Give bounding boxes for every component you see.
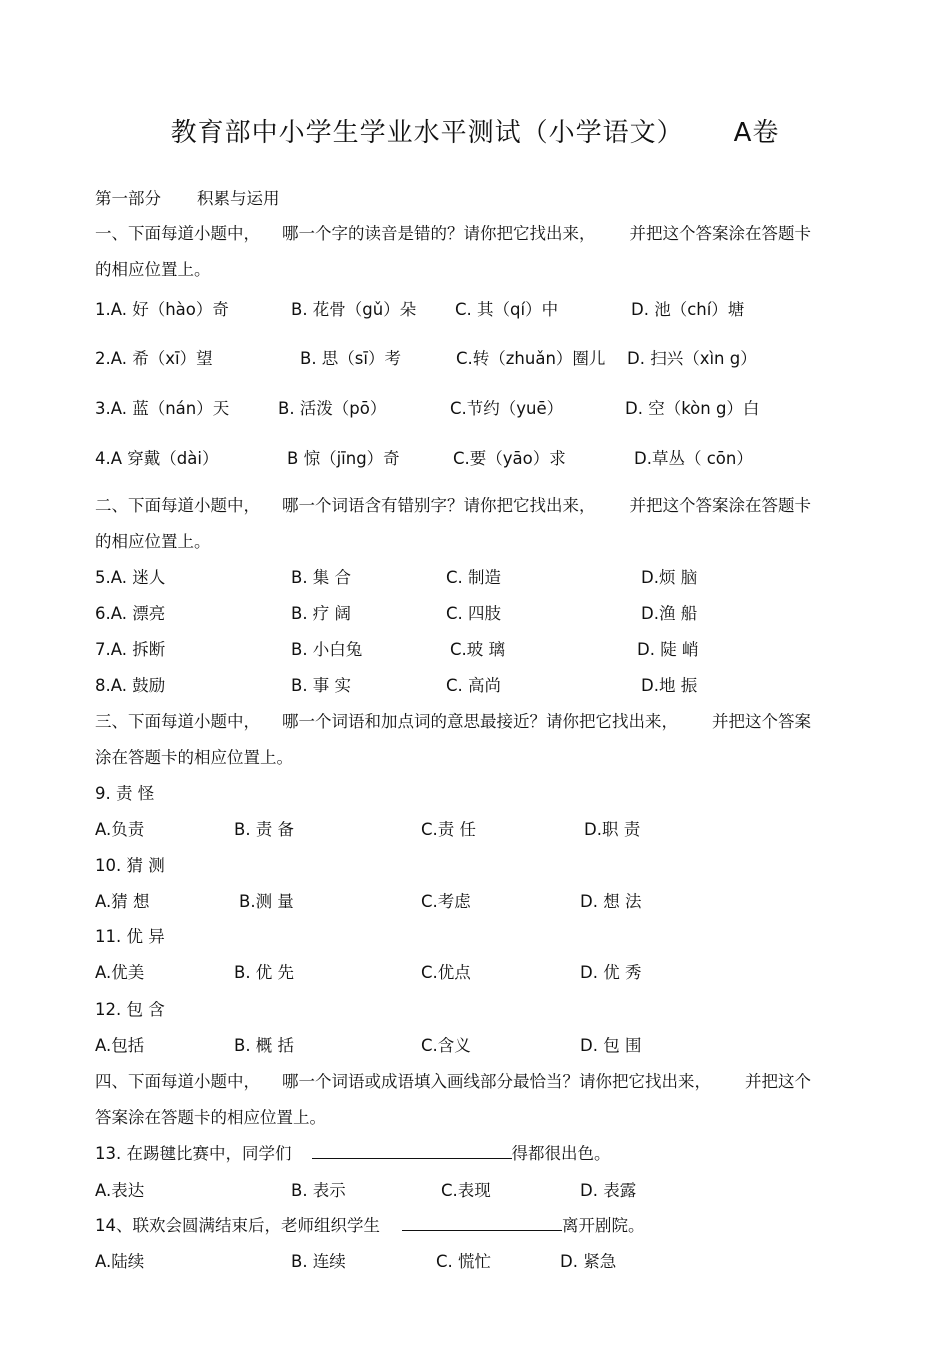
q14-option-d: D. 紧急 <box>560 1252 617 1271</box>
q9-stem: 9. 责 怪 <box>95 784 155 803</box>
q6-option-a: 6.A. 漂亮 <box>95 604 166 623</box>
q3-option-a: 3.A. 蓝（nán）天 <box>95 399 230 418</box>
section-2-text-c: 并把这个答案涂在答题卡 <box>629 496 811 515</box>
q14-answer-blank <box>402 1214 562 1231</box>
q7-option-c: C.玻 璃 <box>450 640 506 659</box>
q5-option-c: C. 制造 <box>446 568 502 587</box>
section-3-instruction <box>95 708 811 732</box>
q2-option-b: B. 思（sī）考 <box>300 349 401 368</box>
q4-option-a: 4.A 穿戴（dài） <box>95 449 219 468</box>
q2-option-d: D. 扫兴（xìn g） <box>627 349 757 368</box>
section-4-text-a: 四、下面每道小题中， <box>95 1072 260 1091</box>
q11-stem: 11. 优 异 <box>95 927 165 946</box>
q14-stem <box>95 1212 645 1236</box>
q13-stem-pre: 13. 在踢毽比赛中，同学们 <box>95 1144 292 1163</box>
q7-option-b: B. 小白兔 <box>291 640 363 659</box>
q13-option-d: D. 表露 <box>580 1181 637 1200</box>
section-2-text-b: 哪一个词语含有错别字？请你把它找出来， <box>282 496 596 515</box>
q10-stem: 10. 猜 测 <box>95 856 165 875</box>
q12-option-d: D. 包 围 <box>580 1036 642 1055</box>
q7-option-d: D. 陡 峭 <box>637 640 699 659</box>
q14-stem-post: 离开剧院。 <box>562 1216 645 1235</box>
q8-option-b: B. 事 实 <box>291 676 352 695</box>
q2-option-c: C.转（zhuǎn）圈儿 <box>456 349 606 368</box>
part-topic: 积累与运用 <box>197 189 280 208</box>
q3-option-b: B. 活泼（pō） <box>278 399 387 418</box>
exam-paper-label: A卷 <box>733 118 780 148</box>
q14-stem-pre: 14、联欢会圆满结束后，老师组织学生 <box>95 1216 380 1235</box>
part-heading <box>95 185 280 209</box>
q12-option-a: A.包括 <box>95 1036 145 1055</box>
q10-option-c: C.考虑 <box>421 892 471 911</box>
q13-answer-blank <box>312 1142 512 1159</box>
q12-stem: 12. 包 含 <box>95 1000 165 1019</box>
section-4-instruction <box>95 1068 811 1092</box>
section-3-text-c: 并把这个答案 <box>712 712 811 731</box>
exam-title <box>0 112 950 149</box>
q9-option-a: A.负责 <box>95 820 145 839</box>
section-1-text-c: 并把这个答案涂在答题卡 <box>629 224 811 243</box>
q14-option-c: C. 慌忙 <box>436 1252 492 1271</box>
section-2-instruction <box>95 492 811 516</box>
q3-option-d: D. 空（kòn g）白 <box>625 399 760 418</box>
q14-option-b: B. 连续 <box>291 1252 346 1271</box>
q1-option-b: B. 花骨（gǔ）朵 <box>291 300 417 319</box>
q11-option-c: C.优点 <box>421 963 471 982</box>
q13-stem <box>95 1140 611 1164</box>
section-3-instruction-cont: 涂在答题卡的相应位置上。 <box>95 748 293 767</box>
q11-option-b: B. 优 先 <box>234 963 295 982</box>
q8-option-c: C. 高尚 <box>446 676 502 695</box>
q13-option-b: B. 表示 <box>291 1181 346 1200</box>
section-1-text-b: 哪一个字的读音是错的？请你把它找出来， <box>282 224 596 243</box>
q11-option-a: A.优美 <box>95 963 145 982</box>
q13-option-a: A.表达 <box>95 1181 145 1200</box>
q2-option-a: 2.A. 希（xī）望 <box>95 349 213 368</box>
q6-option-c: C. 四肢 <box>446 604 502 623</box>
section-1-instruction-cont: 的相应位置上。 <box>95 260 211 279</box>
q3-option-c: C.节约（yuē） <box>450 399 564 418</box>
q11-option-d: D. 优 秀 <box>580 963 642 982</box>
exam-title-main: 教育部中小学生学业水平测试（小学语文） <box>170 118 684 148</box>
q9-option-b: B. 责 备 <box>234 820 295 839</box>
section-4-instruction-cont: 答案涂在答题卡的相应位置上。 <box>95 1108 326 1127</box>
section-3-text-b: 哪一个词语和加点词的意思最接近？请你把它找出来， <box>282 712 678 731</box>
section-2-text-a: 二、下面每道小题中， <box>95 496 260 515</box>
q13-stem-post: 得都很出色。 <box>511 1144 611 1163</box>
q10-option-a: A.猜 想 <box>95 892 150 911</box>
q1-option-d: D. 池（chí）塘 <box>631 300 745 319</box>
q12-option-b: B. 概 括 <box>234 1036 295 1055</box>
q9-option-c: C.责 任 <box>421 820 477 839</box>
q6-option-d: D.渔 船 <box>641 604 698 623</box>
q5-option-a: 5.A. 迷人 <box>95 568 166 587</box>
q12-option-c: C.含义 <box>421 1036 471 1055</box>
q13-option-c: C.表现 <box>441 1181 491 1200</box>
section-4-text-b: 哪一个词语或成语填入画线部分最恰当？请你把它找出来， <box>282 1072 711 1091</box>
q8-option-d: D.地 振 <box>641 676 698 695</box>
section-1-instruction <box>95 220 811 244</box>
q10-option-d: D. 想 法 <box>580 892 642 911</box>
section-3-text-a: 三、下面每道小题中， <box>95 712 260 731</box>
q4-option-d: D.草丛（ cōn） <box>634 449 753 468</box>
q5-option-b: B. 集 合 <box>291 568 352 587</box>
q1-option-a: 1.A. 好（hào）奇 <box>95 300 229 319</box>
q10-option-b: B.测 量 <box>239 892 294 911</box>
part-name: 第一部分 <box>95 189 161 208</box>
section-2-instruction-cont: 的相应位置上。 <box>95 532 211 551</box>
section-4-text-c: 并把这个 <box>745 1072 811 1091</box>
q8-option-a: 8.A. 鼓励 <box>95 676 166 695</box>
q4-option-b: B 惊（jīng）奇 <box>287 449 400 468</box>
q1-option-c: C. 其（qí）中 <box>455 300 559 319</box>
q9-option-d: D.职 责 <box>584 820 641 839</box>
q14-option-a: A.陆续 <box>95 1252 145 1271</box>
q7-option-a: 7.A. 拆断 <box>95 640 166 659</box>
q4-option-c: C.要（yāo）求 <box>453 449 566 468</box>
q5-option-d: D.烦 脑 <box>641 568 698 587</box>
section-1-text-a: 一、下面每道小题中， <box>95 224 260 243</box>
q6-option-b: B. 疗 阔 <box>291 604 352 623</box>
